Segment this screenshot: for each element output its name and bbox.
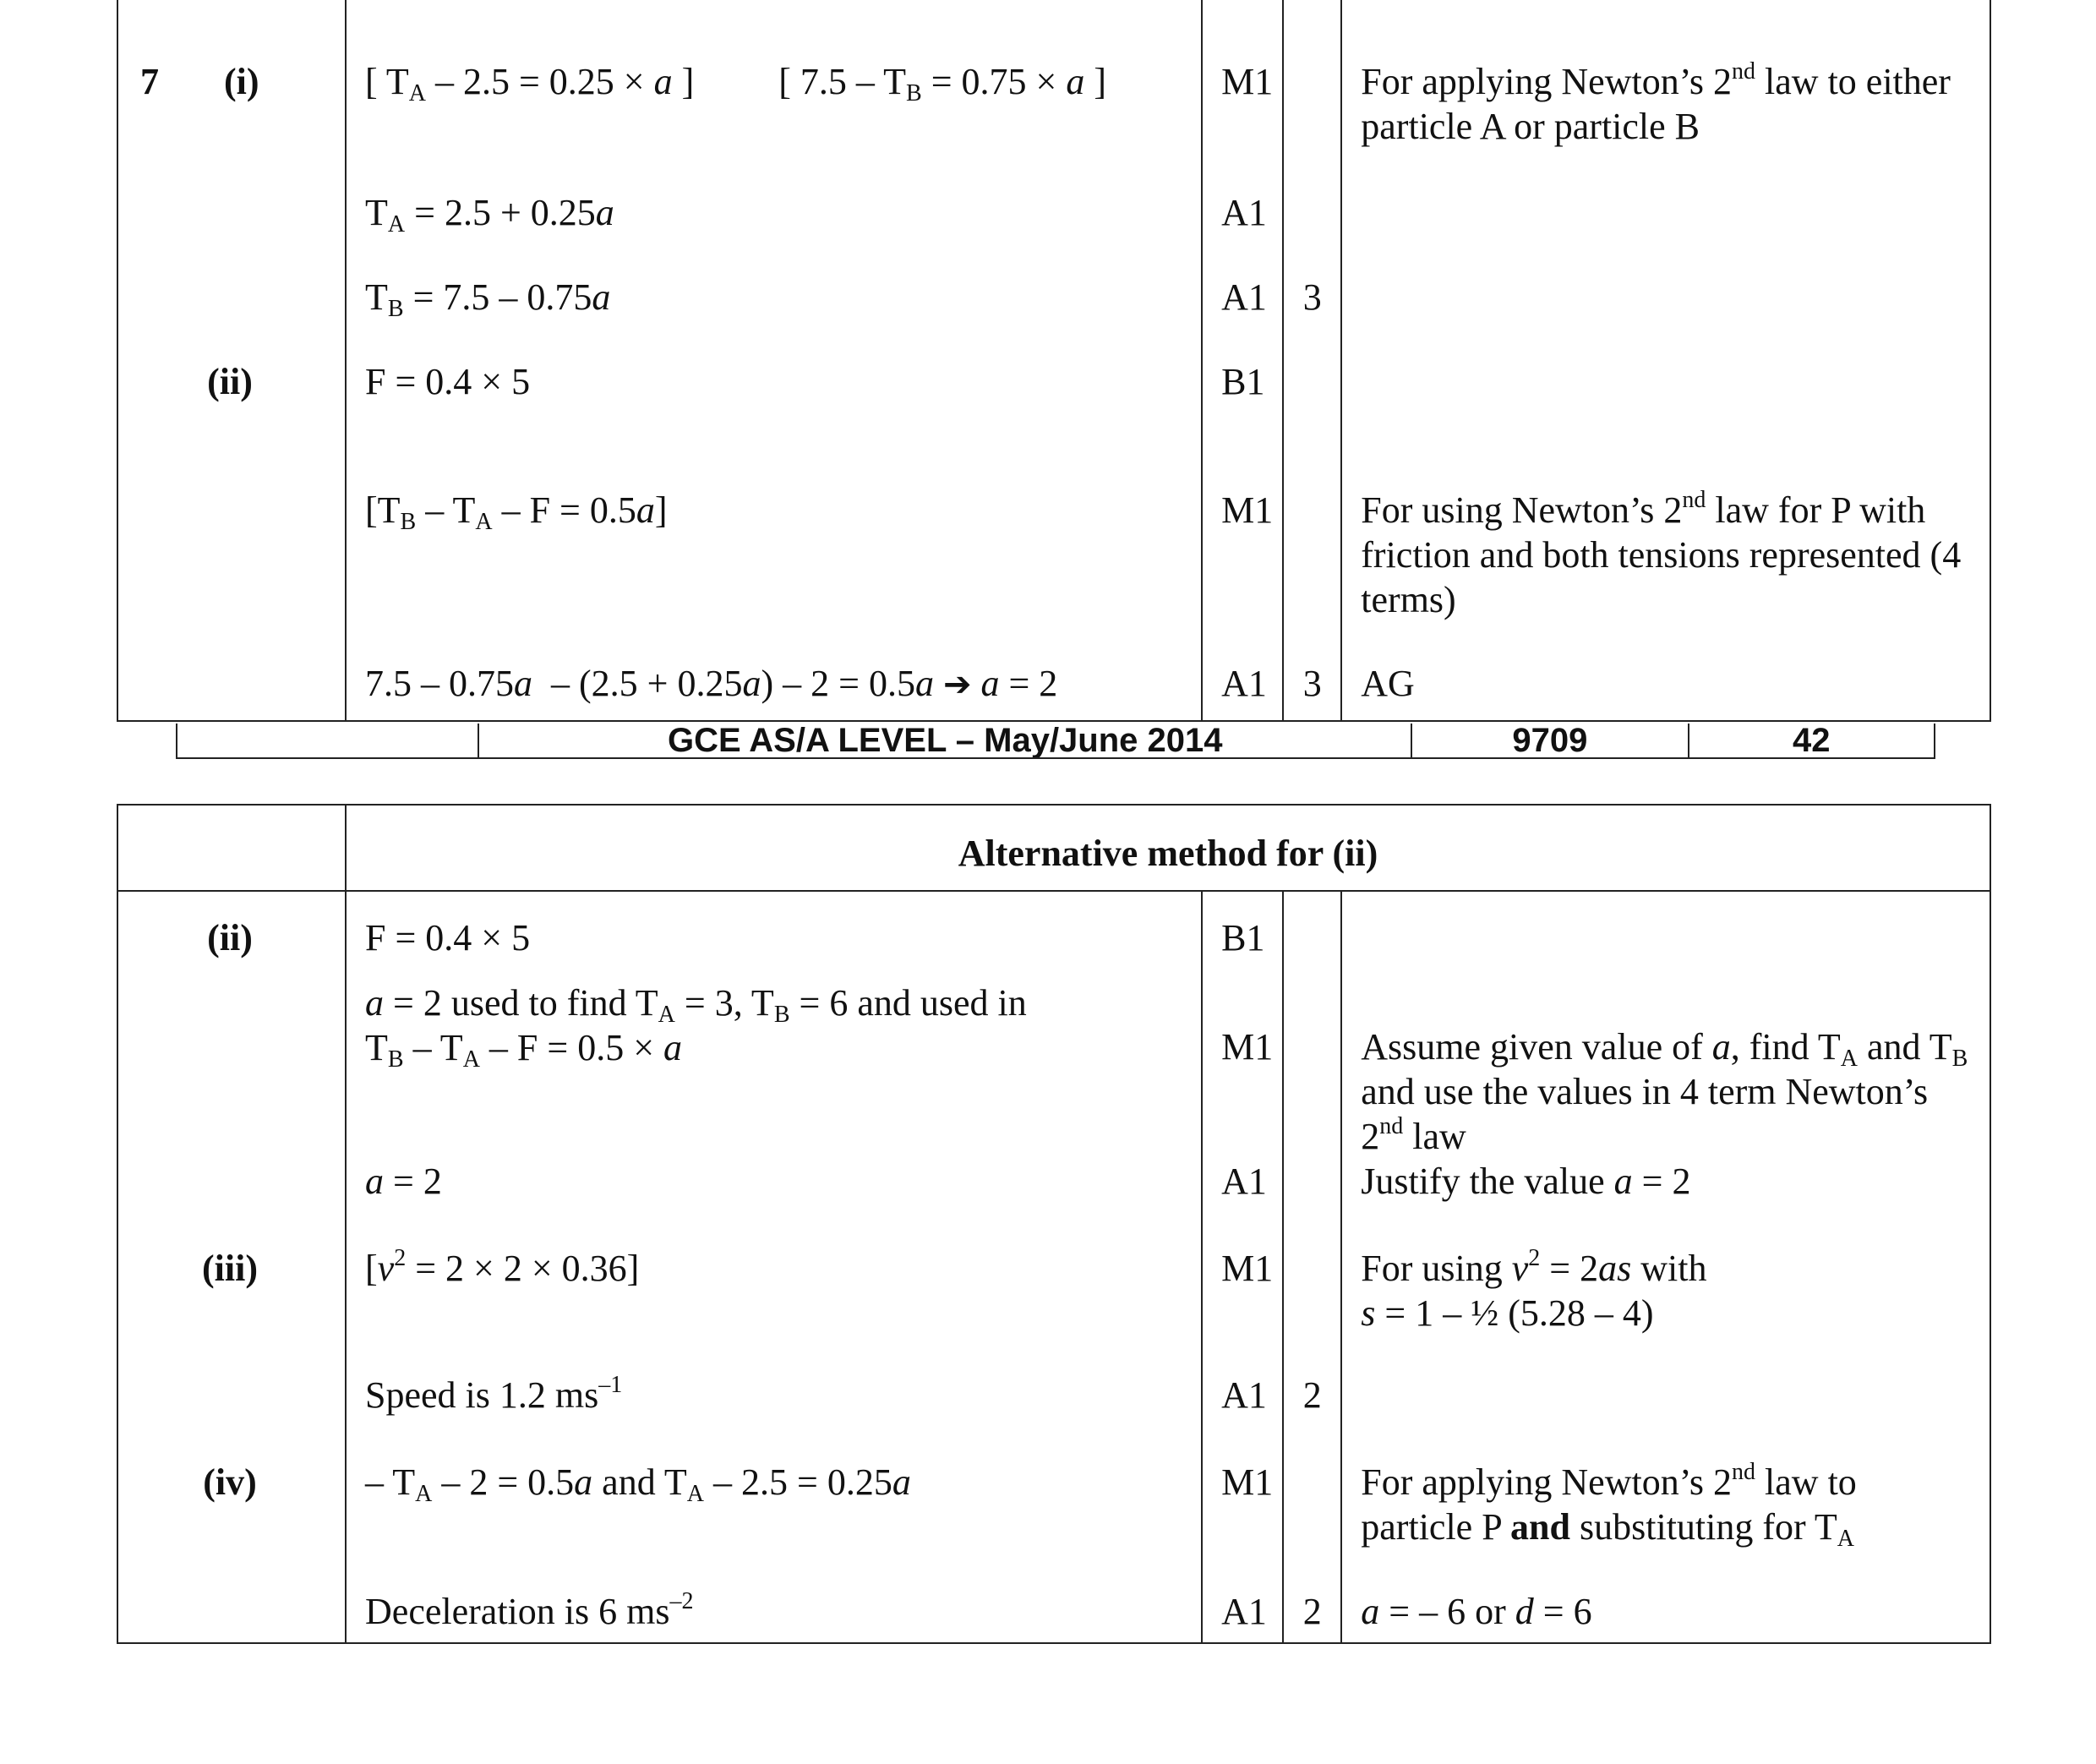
total-cell (1283, 190, 1341, 275)
answer-cell: F = 0.4 × 5 (346, 891, 1202, 975)
question-cell (117, 1460, 346, 1589)
question-cell (117, 891, 346, 975)
table-row (117, 359, 1990, 488)
mark-cell: A1 (1202, 275, 1283, 359)
mark-cell: A1 (1202, 1373, 1283, 1460)
question-cell (117, 975, 346, 1159)
answer-cell: $T_B = 7.5 - 0.75a$ (346, 275, 1202, 359)
total-cell (1283, 359, 1341, 488)
mark-scheme-table-q7 (117, 0, 1991, 722)
answer-cell: a = 2 used to find $T_A = 3$, $T_B = 6$ and used in $T_B - T_A - F = 0.5 \times a$ (346, 975, 1202, 1159)
mark-cell: M1 (1202, 0, 1283, 190)
table-row (117, 1589, 1990, 1643)
question-cell (117, 1589, 346, 1643)
question-cell (117, 275, 346, 359)
question-cell (117, 190, 346, 275)
guidance-cell (1341, 1373, 1990, 1460)
mark-cell: A1 (1202, 1589, 1283, 1643)
banner-blank-cell (177, 724, 478, 757)
table-row (117, 1246, 1990, 1373)
implies-arrow-icon: ➔ (942, 665, 972, 704)
syllabus-code: 9709 (1411, 724, 1687, 757)
question-number: 7 (140, 61, 159, 102)
part-label: (iii) (202, 1248, 258, 1289)
part-label: (ii) (207, 917, 253, 958)
part-label: (i) (224, 61, 259, 102)
answer-cell: a = 2 (346, 1159, 1202, 1246)
part-label: (ii) (207, 361, 253, 402)
table-row (117, 661, 1990, 721)
mark-cell: A1 (1202, 1159, 1283, 1246)
total-cell: 3 (1283, 661, 1341, 721)
mark-cell: M1 (1202, 1460, 1283, 1589)
guidance-cell: Assume given value of a, find $T_A$ and $T_B$ and use the values in 4 term Newton’s 2nd law (1341, 975, 1990, 1159)
mark-cell: M1 (1202, 975, 1283, 1159)
question-cell (117, 1246, 346, 1373)
table-row (117, 275, 1990, 359)
question-cell (117, 488, 346, 661)
page-header-banner (176, 724, 1935, 759)
answer-cell: $[v^2 = 2 \times 2 \times 0.36]$ (346, 1246, 1202, 1373)
answer-cell (346, 0, 1202, 190)
table-row (117, 0, 1990, 190)
mark-scheme-table-alt (117, 804, 1991, 1644)
total-cell (1283, 488, 1341, 661)
total-cell (1283, 1246, 1341, 1373)
answer-cell: Deceleration is 6 $ms^{-2}$ (346, 1589, 1202, 1643)
table-row (117, 1159, 1990, 1246)
guidance-cell (1341, 891, 1990, 975)
mark-cell: B1 (1202, 891, 1283, 975)
question-cell (117, 359, 346, 488)
guidance-cell (1341, 190, 1990, 275)
table-row (117, 488, 1990, 661)
total-cell: 2 (1283, 1589, 1341, 1643)
answer-cell: F = 0.4 × 5 (346, 359, 1202, 488)
guidance-cell: For applying Newton’s 2nd law to either particle A or particle B (1341, 0, 1990, 190)
part-label: (iv) (203, 1461, 257, 1503)
total-cell (1283, 975, 1341, 1159)
total-cell (1283, 891, 1341, 975)
guidance-cell (1341, 359, 1990, 488)
total-cell: 2 (1283, 1373, 1341, 1460)
question-cell (117, 661, 346, 721)
question-cell (117, 1373, 346, 1460)
total-cell (1283, 0, 1341, 190)
guidance-cell: For using Newton’s 2nd law for P with friction and both tensions represented (4 terms) (1341, 488, 1990, 661)
answer-cell: – $T_A - 2 = 0.5a$ and $T_A - 2.5 = 0.25a$ (346, 1460, 1202, 1589)
mark-cell: M1 (1202, 488, 1283, 661)
guidance-cell: Justify the value a = 2 (1341, 1159, 1990, 1246)
answer-equation: [ $7.5 - T_B = 0.75 \times a$ ] (778, 61, 1106, 106)
table-row (117, 805, 1990, 891)
table-row (117, 891, 1990, 975)
paper-number: 42 (1688, 724, 1934, 757)
answer-equation: [ $T_A - 2.5 = 0.25 \times a$ ] (365, 61, 695, 106)
answer-cell: 7.5 – 0.75a – (2.5 + 0.25a) – 2 = 0.5a ➔ a = 2 (346, 661, 1202, 721)
guidance-cell: For applying Newton’s 2nd law to particle P and substituting for $T_A$ (1341, 1460, 1990, 1589)
question-cell (117, 1159, 346, 1246)
section-heading: Alternative method for (ii) (346, 805, 1990, 891)
total-cell (1283, 1159, 1341, 1246)
answer-cell: $T_A = 2.5 + 0.25a$ (346, 190, 1202, 275)
mark-cell: A1 (1202, 661, 1283, 721)
mark-cell: B1 (1202, 359, 1283, 488)
guidance-cell: For using $v^2 = 2as$ with s = 1 – ½ (5.28 – 4) (1341, 1246, 1990, 1373)
mark-cell: A1 (1202, 190, 1283, 275)
guidance-cell (1341, 275, 1990, 359)
total-cell (1283, 1460, 1341, 1589)
mark-cell: M1 (1202, 1246, 1283, 1373)
question-cell (117, 805, 346, 891)
answer-cell: Speed is 1.2 $ms^{-1}$ (346, 1373, 1202, 1460)
guidance-cell: AG (1341, 661, 1990, 721)
guidance-cell: a = – 6 or d = 6 (1341, 1589, 1990, 1643)
table-row (117, 190, 1990, 275)
table-row (117, 975, 1990, 1159)
table-row (117, 1460, 1990, 1589)
question-cell (117, 0, 346, 190)
exam-title: GCE AS/A LEVEL – May/June 2014 (478, 724, 1411, 757)
total-cell: 3 (1283, 275, 1341, 359)
table-row (117, 1373, 1990, 1460)
answer-cell: $[T_B - T_A - F = 0.5a]$ (346, 488, 1202, 661)
